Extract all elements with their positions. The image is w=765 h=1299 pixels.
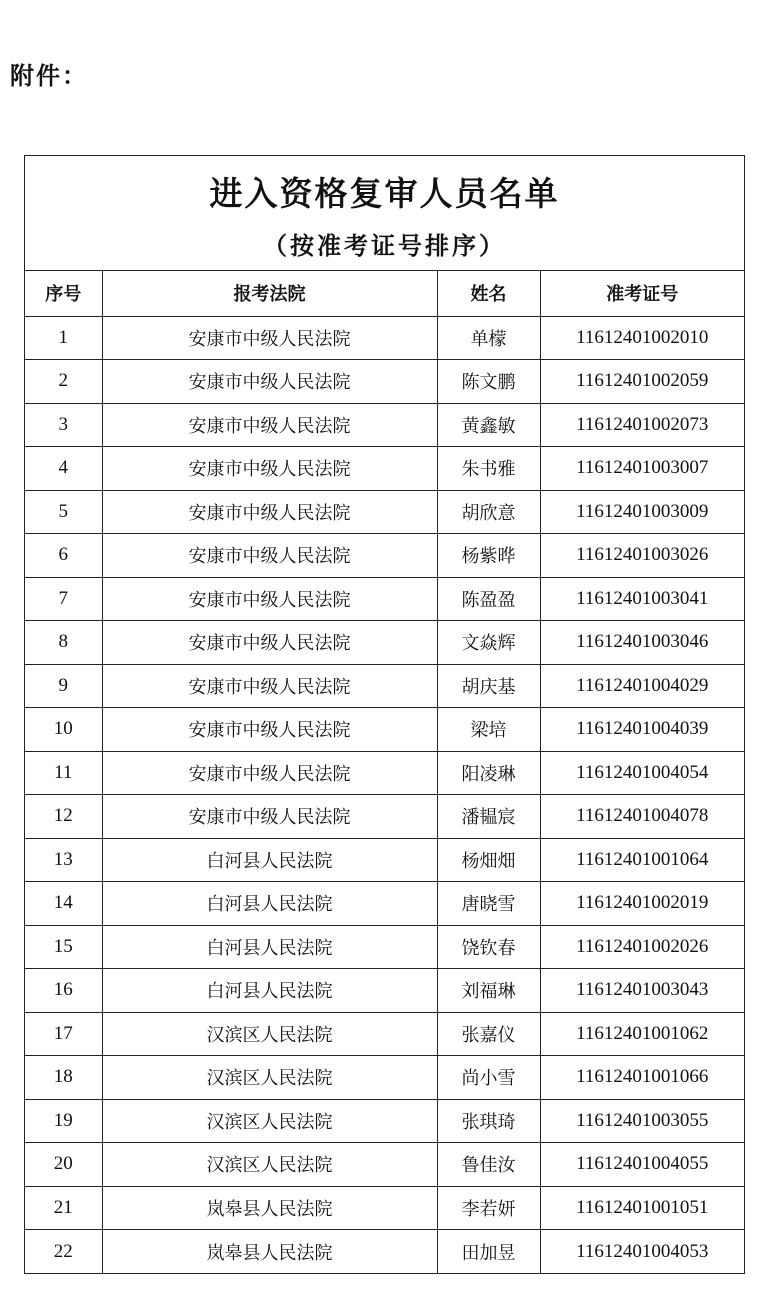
cell-seq: 10 xyxy=(25,708,102,752)
cell-court: 安康市中级人民法院 xyxy=(102,751,437,795)
cell-name: 朱书雅 xyxy=(437,447,540,491)
cell-name: 刘福琳 xyxy=(437,969,540,1013)
cell-court: 汉滨区人民法院 xyxy=(102,1099,437,1143)
table-row xyxy=(25,664,744,708)
cell-name: 阳凌琳 xyxy=(437,751,540,795)
cell-exam-id: 11612401001051 xyxy=(540,1186,744,1230)
table-row xyxy=(25,577,744,621)
cell-court: 汉滨区人民法院 xyxy=(102,1143,437,1187)
cell-court: 白河县人民法院 xyxy=(102,925,437,969)
table-row xyxy=(25,1099,744,1143)
table-row xyxy=(25,360,744,404)
cell-exam-id: 11612401004054 xyxy=(540,751,744,795)
cell-exam-id: 11612401003046 xyxy=(540,621,744,665)
cell-court: 安康市中级人民法院 xyxy=(102,447,437,491)
cell-seq: 7 xyxy=(25,577,102,621)
table-body xyxy=(25,316,744,1273)
cell-seq: 5 xyxy=(25,490,102,534)
cell-name: 梁培 xyxy=(437,708,540,752)
table-row xyxy=(25,969,744,1013)
table-row xyxy=(25,1143,744,1187)
cell-court: 安康市中级人民法院 xyxy=(102,795,437,839)
cell-exam-id: 11612401004055 xyxy=(540,1143,744,1187)
cell-seq: 12 xyxy=(25,795,102,839)
cell-name: 杨紫晔 xyxy=(437,534,540,578)
cell-court: 安康市中级人民法院 xyxy=(102,708,437,752)
cell-name: 陈盈盈 xyxy=(437,577,540,621)
cell-seq: 13 xyxy=(25,838,102,882)
cell-name: 唐晓雪 xyxy=(437,882,540,926)
table-row xyxy=(25,795,744,839)
cell-seq: 3 xyxy=(25,403,102,447)
cell-exam-id: 11612401003041 xyxy=(540,577,744,621)
cell-court: 安康市中级人民法院 xyxy=(102,664,437,708)
cell-name: 鲁佳汝 xyxy=(437,1143,540,1187)
header-name: 姓名 xyxy=(437,271,540,316)
cell-seq: 2 xyxy=(25,360,102,404)
table-header-row xyxy=(25,271,744,316)
header-exam-id: 准考证号 xyxy=(540,271,744,316)
cell-seq: 22 xyxy=(25,1230,102,1274)
cell-court: 安康市中级人民法院 xyxy=(102,316,437,360)
cell-seq: 16 xyxy=(25,969,102,1013)
cell-exam-id: 11612401002010 xyxy=(540,316,744,360)
cell-name: 陈文鹏 xyxy=(437,360,540,404)
table-row xyxy=(25,925,744,969)
cell-exam-id: 11612401003009 xyxy=(540,490,744,534)
cell-court: 岚皋县人民法院 xyxy=(102,1230,437,1274)
table-row xyxy=(25,1012,744,1056)
cell-seq: 20 xyxy=(25,1143,102,1187)
cell-exam-id: 11612401002026 xyxy=(540,925,744,969)
cell-name: 单檬 xyxy=(437,316,540,360)
cell-seq: 1 xyxy=(25,316,102,360)
cell-exam-id: 11612401001062 xyxy=(540,1012,744,1056)
cell-court: 安康市中级人民法院 xyxy=(102,360,437,404)
cell-seq: 21 xyxy=(25,1186,102,1230)
cell-court: 安康市中级人民法院 xyxy=(102,403,437,447)
cell-exam-id: 11612401002019 xyxy=(540,882,744,926)
attachment-label: 附件： xyxy=(10,62,88,90)
cell-court: 安康市中级人民法院 xyxy=(102,490,437,534)
cell-name: 杨畑畑 xyxy=(437,838,540,882)
table-row xyxy=(25,447,744,491)
list-title: 进入资格复审人员名单 xyxy=(209,174,560,213)
cell-seq: 11 xyxy=(25,751,102,795)
header-court: 报考法院 xyxy=(102,271,437,316)
title-block xyxy=(25,156,744,271)
cell-name: 田加昱 xyxy=(437,1230,540,1274)
cell-court: 岚皋县人民法院 xyxy=(102,1186,437,1230)
table-row xyxy=(25,882,744,926)
table-row xyxy=(25,316,744,360)
table-row xyxy=(25,403,744,447)
cell-seq: 14 xyxy=(25,882,102,926)
cell-name: 黄鑫敏 xyxy=(437,403,540,447)
cell-seq: 8 xyxy=(25,621,102,665)
cell-exam-id: 11612401004078 xyxy=(540,795,744,839)
list-subtitle: （按准考证号排序） xyxy=(263,231,506,260)
cell-exam-id: 11612401004039 xyxy=(540,708,744,752)
table-row xyxy=(25,490,744,534)
cell-court: 白河县人民法院 xyxy=(102,838,437,882)
cell-court: 安康市中级人民法院 xyxy=(102,621,437,665)
table-row xyxy=(25,838,744,882)
cell-seq: 4 xyxy=(25,447,102,491)
table-row xyxy=(25,621,744,665)
cell-court: 白河县人民法院 xyxy=(102,969,437,1013)
cell-exam-id: 11612401001066 xyxy=(540,1056,744,1100)
cell-exam-id: 11612401003007 xyxy=(540,447,744,491)
cell-seq: 19 xyxy=(25,1099,102,1143)
table-row xyxy=(25,1186,744,1230)
cell-court: 安康市中级人民法院 xyxy=(102,577,437,621)
table-row xyxy=(25,708,744,752)
cell-name: 文焱辉 xyxy=(437,621,540,665)
table-row xyxy=(25,751,744,795)
cell-seq: 9 xyxy=(25,664,102,708)
cell-exam-id: 11612401003055 xyxy=(540,1099,744,1143)
candidate-list-sheet xyxy=(24,155,745,1274)
cell-court: 汉滨区人民法院 xyxy=(102,1012,437,1056)
cell-name: 张琪琦 xyxy=(437,1099,540,1143)
table-row xyxy=(25,534,744,578)
table-row xyxy=(25,1230,744,1274)
cell-exam-id: 11612401001064 xyxy=(540,838,744,882)
table-row xyxy=(25,1056,744,1100)
cell-exam-id: 11612401003043 xyxy=(540,969,744,1013)
cell-name: 胡欣意 xyxy=(437,490,540,534)
cell-seq: 15 xyxy=(25,925,102,969)
candidate-table xyxy=(25,271,744,1273)
cell-exam-id: 11612401003026 xyxy=(540,534,744,578)
cell-name: 胡庆基 xyxy=(437,664,540,708)
header-seq: 序号 xyxy=(25,271,102,316)
cell-seq: 17 xyxy=(25,1012,102,1056)
cell-exam-id: 11612401002073 xyxy=(540,403,744,447)
cell-name: 饶钦春 xyxy=(437,925,540,969)
cell-exam-id: 11612401002059 xyxy=(540,360,744,404)
cell-court: 汉滨区人民法院 xyxy=(102,1056,437,1100)
cell-name: 潘韫宸 xyxy=(437,795,540,839)
cell-exam-id: 11612401004029 xyxy=(540,664,744,708)
cell-exam-id: 11612401004053 xyxy=(540,1230,744,1274)
cell-court: 白河县人民法院 xyxy=(102,882,437,926)
cell-name: 尚小雪 xyxy=(437,1056,540,1100)
cell-name: 李若妍 xyxy=(437,1186,540,1230)
cell-seq: 6 xyxy=(25,534,102,578)
cell-court: 安康市中级人民法院 xyxy=(102,534,437,578)
cell-seq: 18 xyxy=(25,1056,102,1100)
cell-name: 张嘉仪 xyxy=(437,1012,540,1056)
